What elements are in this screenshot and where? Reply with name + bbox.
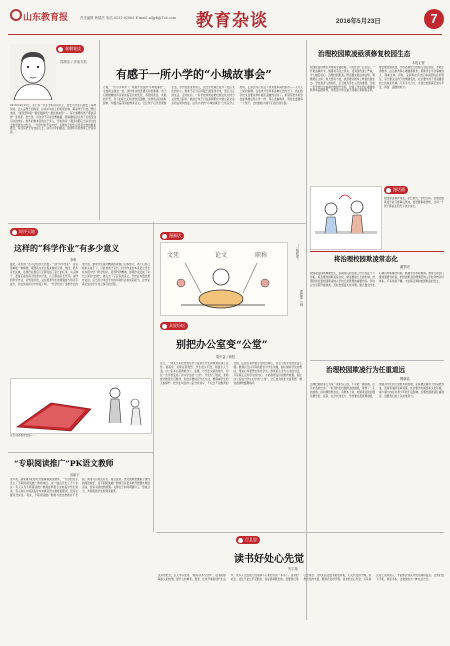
essay-author: 朱宇翔: [288, 567, 298, 571]
editor-info: 责任编辑 韩德杰 电话:0531-82669 E-mail: sdjyb@126.com: [80, 16, 176, 20]
divider: [153, 222, 154, 532]
right-headline-1: 治理校园欺凌亟须修复校园生态: [318, 50, 411, 58]
columnist-byline: 郑渊洁 / 济南实验: [60, 60, 88, 64]
science-tag: 时评天地: [10, 228, 38, 236]
divider: [8, 223, 306, 224]
illustration-caption: 家长讲述教育经验……: [10, 434, 36, 437]
lead-body: 日前，一所小学举办了一场别开生面的“小城故事会”，全校师生围坐一堂，讲述身边的普通人和普通事。孩子们用稚嫩的声音讲述着家乡的变化、邻居的善良、老师的辛劳，台下的家长们听得热泪盈眶。这样的活动看似简单，却蕴含着深刻的教育意义。它让孩子们学会观察生活，学会感恩身边的人，也让学校真正成为了社区文化的中心。教育不应当只局限于课堂和书本，更应当走进生活、走进社会。一所学校如果能把校园文化与地方文化结合起来，就能让孩子们在潜移默化中建立起对家乡的认同和热爱。这所小学的“小城故事会”之所以令人感动，正是因为它抓住了教育最本真的东西——人与人之间的真情。在追求升学率和各种评比的当下，我们的学校太需要这样朴素而温暖的活动了。希望有更多的学校能够像这所小学一样，用心去做教育，用爱去温暖每一个孩子，让校园成为孩子们成长的乐园。: [103, 86, 303, 105]
right-cartoon: [310, 186, 382, 250]
essay-headline: 读书好处心先觉: [234, 554, 304, 565]
science-body: 最近，某市的一些小学给学生布置了一项“科学作业”：在家里种植一种植物，观察其生长过程并做好记录。然而，很多家长反映，这项作业最后几乎都变成了家长的任务，从买种子、准备花盆到每天的浇水记录，几乎都由家长代劳。这样的科学作业，初衷是好的，旨在培养学生的观察能力和动手能力，但在实际执行中却变了味。一些学校为了追求作业的形式感，要求学生提交精美的观察日记和照片，孩子们自己根本完成不了，只能求助于家长。科学作业的本意是让学生在实践中学习科学知识，培养科学精神，如果作业变成了家长之间的“比拼”，就失去了它应有的意义。学校在布置此类作业时，应当充分考虑学生的年龄特点和实际能力，让作业真正成为学生自主探究的过程。: [10, 263, 150, 286]
essay-tag: 行且思: [236, 536, 260, 544]
right-body-1: 校园欺凌问题近来频频见诸报端，引发社会广泛关注。一些欺凌事件中，施暴者手段之恶劣、受害者伤害之严重，令人触目惊心。治理校园欺凌，既需要完善法律法规，明确责任主体，加大惩戒力度，更需要从根本上修复校园生态。学校是育人的场所，应当成为学生心灵的港湾。当前一些学校过分看重分数和升学率，忽视了学生的心理健康教育和品德教育，导致部分学生缺乏同理心和规则意识。要治理校园欺凌，学校必须把立德树人放在首位，开展生命教育、法治教育和心理健康教育，帮助学生学会尊重他人、尊重生命。同时，家庭和社会也应承担起相应的责任，家长要关注孩子的情绪变化，社会要为孩子营造健康向上的成长环境。只有多方合力，才能让校园真正成为平安、和谐、温暖的地方。: [310, 66, 444, 93]
right-headline-3: 治理校园欺凌行为任重道远: [326, 366, 406, 374]
page-number-badge: 7: [424, 9, 444, 29]
right-body-3: 治理校园欺凌行为是一项系统工程，不可能一蹴而就。近年来各地出台了一系列防治校园欺凌的措施，取得了一定的成效，但问题依然存在。从根本上讲，校园欺凌的治理需要学校、家庭、社会共同发力。学校要完善管理制度，加强对学生的日常教育和管理；家庭要注重孩子的品德养成，营造和谐的家庭氛围；社会要净化网络和文化环境，减少暴力内容对青少年的不良影响。治理校园欺凌任重道远，需要我们持之以恒地努力。: [310, 383, 444, 398]
divider: [310, 360, 444, 361]
right-author-3: 柳晓铭: [400, 377, 410, 381]
office-body: 近日，一则关于某校老师在办公室训斥学生的视频在网上流传。视频中，老师言辞激烈，学生低头不语，场面令人不适。办公室本应是教师办公、备课、与学生交流的地方，却在一些学校变成了训斥学生的“公堂”。学生犯了错误，老师批评教育无可厚非，但批评要讲究方式方法，要尊重学生的人格尊严。把学生叫到办公室当众训斥，不仅达不到教育的目的，反而容易伤害学生的自尊心，甚至引发学生的逆反心理。教师应当以平等的姿态与学生沟通，耐心倾听学生的想法，用爱心和智慧去感化学生。教育是心灵与心灵的对话，只有真正走进学生的内心，才能取得良好的教育效果。别让办公室成为学生心中的“公堂”，让它成为师生交流思想、增进感情的温馨场所。: [160, 362, 302, 385]
section-title: 教育杂谈: [196, 11, 268, 31]
reading-promo-headline: “专职阅读推广”PK语文教师: [14, 459, 114, 468]
lead-headline: 有感于一所小学的“小城故事会”: [116, 68, 272, 81]
comic-tag: 漫话画: [384, 186, 408, 194]
divider: [306, 40, 307, 620]
essay-body: 读书的好处，古人早有论述。“腹有诗书气自华”，读书能够陶冶人的性情，提升人的修养。然而，在快节奏的现代生活中，很多人已经很久没有静下心来好好读一本书了。读书的好处，往往不是立竿见影的，而是潜移默化的，需要我们用心去体会。当我们沉浸在书的世界里，心灵会变得宁静，思想会变得丰富，眼界会变得开阔。读书好处心先觉，只有真正爱上读书的人，才能体会到其中的乐趣和益处。让我们放下手机，拿起书本，让阅读成为一种生活方式。: [158, 574, 444, 581]
right-headline-2: 将治理校园欺凌常态化: [334, 255, 398, 263]
svg-text:文凭: 文凭: [167, 252, 180, 259]
office-headline: 别把办公室变“公堂”: [176, 340, 268, 351]
svg-text:职称: 职称: [255, 252, 268, 259]
paper-name: 山东教育报: [23, 13, 69, 23]
science-author: 李明: [70, 258, 77, 262]
divider: [99, 40, 100, 220]
divider: [8, 452, 153, 453]
science-headline: 这样的“科学作业”有多少意义: [14, 243, 120, 253]
comic-caption: 校园欺凌事件频发，家长担忧，学校头疼。治理校园欺凌不能只靠事后惩戒，更需要事前预防，让每一个孩子都能在阳光下快乐成长。: [384, 197, 444, 208]
reading-illustration: [11, 379, 151, 433]
newspaper-logo-icon: [10, 9, 22, 21]
office-tag: 众说纷纭: [160, 322, 188, 330]
right-body-2: 校园欺凌现象屡屡发生，说明我们的治理工作还存在不少短板。将治理校园欺凌常态化，就是要建立长效机制，把预防和处置校园欺凌纳入学校日常管理的重要内容。学校应当定期开展排查，及时发现苗头性问题，建立健全学生心理咨询和辅导机制，畅通学生求助渠道。教育行政部门要加强督导检查，把校园欺凌治理情况纳入学校考核评价体系。只有常抓不懈，才能真正遏制校园欺凌的发生。: [310, 272, 444, 287]
office-author: 胡庆益 / 海阳: [216, 355, 236, 359]
divider: [310, 251, 444, 252]
column-tag: 秦朝笔谈: [56, 45, 84, 53]
right-author-2: 戴思明: [400, 265, 410, 269]
reading-illustration-frame: [10, 378, 152, 434]
reading-promo-author: 高新宇: [70, 473, 80, 477]
column-body: 2016年4月25日，在广东一所小学的运动会上，校长为学生们颁发了各种奖状。让人意想不到的是，这场运动会上的奖项名称，都是孩子们自己想出来的。“最佳坚持奖”“最佳鼓励奖”“最佳加油奖”……每个参赛的孩子都能获得一张奖状。校长说，运动会不只是比赛输赢，更重要的是让孩子们感受到运动的快乐。教育的根本目的在于育人，学校的每一项活动都应当以学生的全面发展为出发点。一所学校能不能办好，关键在于校长有没有先进的教育理念，有没有把学生放在心上。这所小学的做法，值得所有的教育工作者深思。: [10, 104, 96, 135]
issue-date: 2016年5月23日: [336, 18, 381, 25]
cartoon-credit: 郑铭冲 / 画: [299, 290, 303, 306]
divider: [156, 532, 444, 533]
svg-text:论文: 论文: [215, 252, 228, 259]
cartoon-caption: “一根稻草”: [295, 244, 299, 261]
columnist-portrait: [10, 44, 56, 100]
header-divider: [8, 34, 442, 35]
cartoon-frame: [160, 242, 288, 316]
reading-promo-body: 近年来，越来越多的学校开始重视阅读教育，一些学校甚至设立了专职的阅读推广教师岗位。这一做法引发了不少争议：有人认为专职阅读推广教师能够更专业地指导学生阅读，有人则认为阅读指导本来就是语文教师的职责，没有必要另设岗位。其实，专职阅读推广教师与语文教师并不矛盾，两者可以相互补充、相互促进。语文教师更侧重于课内的阅读教学，而专职阅读推广教师可以更多地开展课外阅读活动，营造书香校园氛围。关键在于如何明确分工、形成合力，共同提高学生的阅读素养。: [10, 478, 150, 497]
cartoon-illustration: [161, 243, 287, 315]
bullying-cartoon-illustration: [311, 187, 381, 249]
cartoon-tag: 漫画话: [160, 232, 184, 240]
right-author-1: 本报记者: [412, 61, 425, 65]
